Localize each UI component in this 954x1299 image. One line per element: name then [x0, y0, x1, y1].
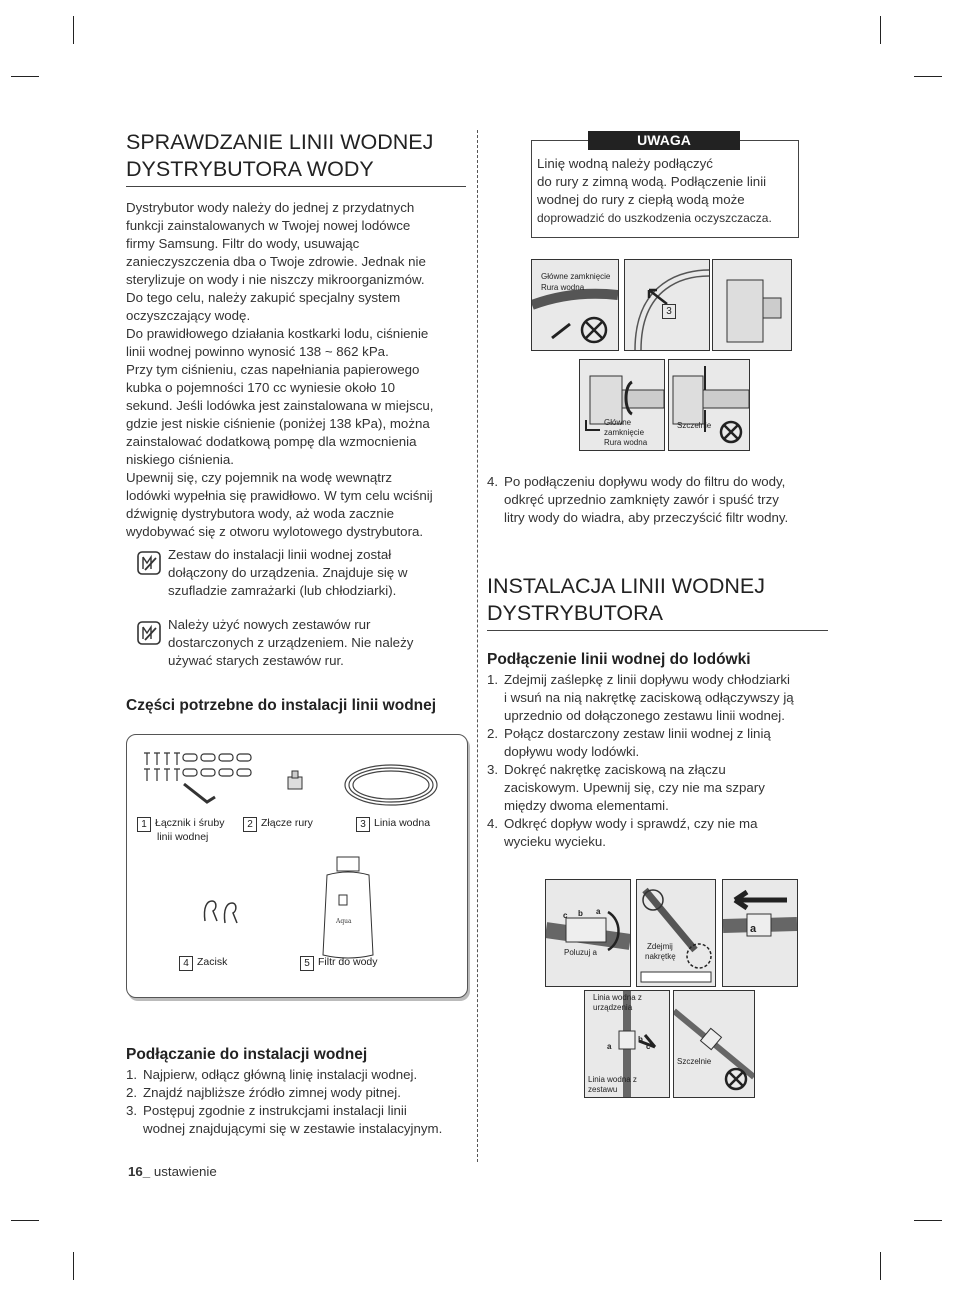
text-line: firmy Samsung. Filtr do wody, usuwając	[126, 236, 360, 251]
text-line: dźwignię dystrybutora wody, aż woda zacznie	[126, 506, 395, 521]
connect-steps	[126, 1066, 471, 1138]
note-kit-included	[168, 546, 468, 600]
text-line: sekund. Jeśli lodówka jest zainstalowana w miejscu,	[126, 398, 434, 413]
intro-paragraph	[126, 199, 471, 541]
step-line: Po podłączeniu dopływu wody do filtru do wody,	[504, 474, 786, 489]
step-line: między dwoma elementami.	[504, 798, 669, 813]
step-number: 2.	[126, 1085, 138, 1100]
caution-line: do rury z zimną wodą. Podłączenie linii	[537, 174, 767, 189]
fig-label: zestawu	[588, 1085, 618, 1094]
step-number: 1.	[126, 1067, 138, 1082]
fig-label: Poluzuj a	[564, 948, 597, 957]
parts-heading: Części potrzebne do instalacji linii wodnej	[126, 697, 437, 714]
caution-tag: UWAGA	[588, 131, 740, 150]
fig-label: Szczelnie	[677, 1057, 712, 1066]
part-item: 2 Złącze rury	[243, 817, 313, 832]
step-line: Najpierw, odłącz główną linię instalacji wodnej.	[143, 1067, 418, 1082]
text-line: lodówki wypełnia się prawidłowo. W tym celu wciśnij	[126, 488, 433, 503]
part-item: 5 Filtr do wody	[300, 956, 378, 971]
step-number: 3.	[126, 1103, 138, 1118]
part-item: 4 Zacisk	[179, 956, 227, 971]
text-line: sterylizuje on wody i nie niszczy mikroorganizmów.	[126, 272, 425, 287]
step-item	[487, 671, 832, 725]
step-line: Postępuj zgodnie z instrukcjami instalacji linii	[143, 1103, 407, 1118]
step-line: Zdejmij zaślepkę z linii dopływu wody chłodziarki	[504, 672, 790, 687]
crop-mark	[11, 76, 39, 77]
caution-line: wodnej do rury z ciepłą wodą może	[537, 192, 745, 207]
fig-label: Główne	[604, 418, 632, 427]
fig-label: Linia wodna z	[593, 993, 642, 1002]
step-item	[487, 815, 832, 851]
tight-seal-figure	[673, 990, 755, 1098]
note-line: Zestaw do instalacji linii wodnej został	[168, 547, 392, 562]
step-list	[126, 1066, 471, 1138]
column-divider	[477, 130, 478, 1162]
step-number: 3.	[487, 762, 499, 777]
page-footer	[128, 1164, 217, 1179]
note-line: dołączony do urządzenia. Znajduje się w	[168, 565, 408, 580]
note-line: używać starych zestawów rur.	[168, 653, 344, 668]
part-item: 3 Linia wodna	[356, 817, 430, 832]
filter-fitting-figure	[712, 259, 792, 351]
fig-label: Zdejmij	[647, 942, 673, 951]
note-icon	[137, 621, 161, 645]
text-line: Dystrybutor wody należy do jednej z przydatnych	[126, 200, 415, 215]
text-line: Upewnij się, czy pojemnik na wodę wewnątrz	[126, 470, 393, 485]
leak-check-figure	[668, 359, 750, 451]
screws-illustration	[139, 749, 269, 809]
fig-number: 3	[662, 304, 680, 319]
section-name: ustawienie	[150, 1164, 217, 1179]
part-item-line2: linii wodnej	[157, 831, 209, 843]
crop-mark	[880, 1252, 881, 1280]
fig-letter: a	[750, 923, 757, 935]
push-line-figure	[722, 879, 798, 987]
step-item	[487, 761, 832, 815]
note-new-pipes	[168, 616, 468, 670]
section-title-install: INSTALACJA LINII WODNEJ DYSTRYBUTORA	[487, 574, 765, 625]
step-line: uprzednio od dołączonego zestawu linii wodnej.	[504, 708, 785, 723]
pipe-connector-illustration	[285, 769, 305, 793]
text-line: linii wodnej powinno wynosić 138 ~ 862 kPa.	[126, 344, 389, 359]
section-title-check: SPRAWDZANIE LINII WODNEJ DYSTRYBUTORA WODY	[126, 130, 434, 181]
fig-label: Główne zamknięcie	[541, 272, 611, 281]
title-rule	[126, 186, 466, 187]
text-line: oczyszczający wodę.	[126, 308, 251, 323]
remove-nut-figure	[636, 879, 716, 987]
step-line: i wsuń na nią nakrętkę zaciskową odłączywszy ją	[504, 690, 794, 705]
fig-label: nakrętkę	[645, 952, 676, 961]
fridge-heading: Podłączenie linii wodnej do lodówki	[487, 651, 751, 668]
water-filter-illustration	[317, 853, 379, 963]
fig-label: zamknięcie	[604, 428, 645, 437]
note-line: dostarczonych z urządzeniem. Nie należy	[168, 635, 414, 650]
fig-letter: c	[563, 911, 568, 920]
text-line: Do tego celu, należy zakupić specjalny system	[126, 290, 401, 305]
fig-letter: b	[638, 1035, 643, 1044]
text-line: niskiego ciśnienia.	[126, 452, 234, 467]
step-item	[126, 1102, 471, 1138]
step-number: 4.	[487, 474, 499, 489]
step-number: 1.	[487, 672, 499, 687]
note-line: Należy użyć nowych zestawów rur	[168, 617, 371, 632]
step-line: odkręć uprzednio zamknięty zawór i spuść trzy	[504, 492, 779, 507]
note-icon	[137, 551, 161, 575]
connect-heading: Podłączanie do instalacji wodnej	[126, 1046, 368, 1063]
step-line: dopływu wody lodówki.	[504, 744, 640, 759]
text-line: zanieczyszczenia dba o Twoje zdrowie. Jednak nie	[126, 254, 426, 269]
step-line: litry wody do wiadra, aby przeczyścić filtr wodny.	[504, 510, 789, 525]
title-rule	[487, 630, 828, 631]
fig-letter: a	[607, 1042, 612, 1051]
fig-letter: a	[596, 907, 601, 916]
step-item	[126, 1066, 471, 1084]
fig-label: Szczelnie	[677, 421, 712, 430]
step-list	[487, 473, 832, 527]
text-line: Do prawidłowego działania kostkarki lodu, ciśnienie	[126, 326, 429, 341]
text-line: Przy tym ciśnieniu, czas napełniania papierowego	[126, 362, 420, 377]
page-number: 16_	[128, 1164, 151, 1179]
crop-mark	[914, 76, 942, 77]
note-line: szufladzie zamrażarki (lub chłodziarki).	[168, 583, 397, 598]
step-line: wodnej znajdującymi się w zestawie instalacyjnym.	[143, 1121, 443, 1136]
step-line: Odkręć dopływ wody i sprawdź, czy nie ma	[504, 816, 758, 831]
fig-label: urządzenia	[593, 1003, 633, 1012]
clamp-illustration	[201, 897, 243, 925]
crop-mark	[11, 1220, 39, 1221]
fig-label: Rura wodna	[541, 283, 585, 292]
fig-letter: c	[646, 1042, 651, 1051]
step-list	[487, 671, 832, 851]
crop-mark	[914, 1220, 942, 1221]
text-line: gdzie jest niskie ciśnienie (poniżej 138 kPa), można	[126, 416, 430, 431]
fig-label: Linia wodna z	[588, 1075, 637, 1084]
crop-mark	[73, 16, 74, 44]
step-item	[487, 473, 832, 527]
step-4	[487, 473, 832, 527]
step-number: 4.	[487, 816, 499, 831]
text-line: wydobywać się z otworu wylotowego dystrybutora.	[126, 524, 424, 539]
fridge-steps	[487, 671, 832, 851]
text-line: zainstalować dodatkową pompę dla wzmocnienia	[126, 434, 417, 449]
crop-mark	[73, 1252, 74, 1280]
step-item	[126, 1084, 471, 1102]
text-line: kubka o pojemności 170 cc wyniesie około 10	[126, 380, 396, 395]
crop-mark	[880, 16, 881, 44]
step-item	[487, 725, 832, 761]
step-line: Znajdź najbliższe źródło zimnej wody pitnej.	[143, 1085, 401, 1100]
parts-figure	[126, 734, 468, 998]
step-number: 2.	[487, 726, 499, 741]
step-line: wycieku wycieku.	[504, 834, 606, 849]
svg-text:Aqua: Aqua	[336, 918, 352, 925]
step-line: zaciskowym. Upewnij się, czy nie ma szpary	[504, 780, 765, 795]
fig-letter: b	[578, 909, 583, 918]
text-line: funkcji zainstalowanych w Twojej nowej lodówce	[126, 218, 411, 233]
fig-label: Rura wodna	[604, 438, 648, 447]
step-line: Dokręć nakrętkę zaciskową na złączu	[504, 762, 726, 777]
water-line-coil-illustration	[341, 761, 441, 809]
loosen-nut-figure	[545, 879, 631, 987]
caution-text	[537, 155, 799, 227]
caution-line: Linię wodną należy podłączyć	[537, 156, 713, 171]
part-item: 1 Łącznik i śruby	[137, 817, 224, 832]
step-line: Połącz dostarczony zestaw linii wodnej z linią	[504, 726, 771, 741]
caution-line-small: doprowadzić do uszkodzenia oczyszczacza.	[537, 211, 772, 225]
